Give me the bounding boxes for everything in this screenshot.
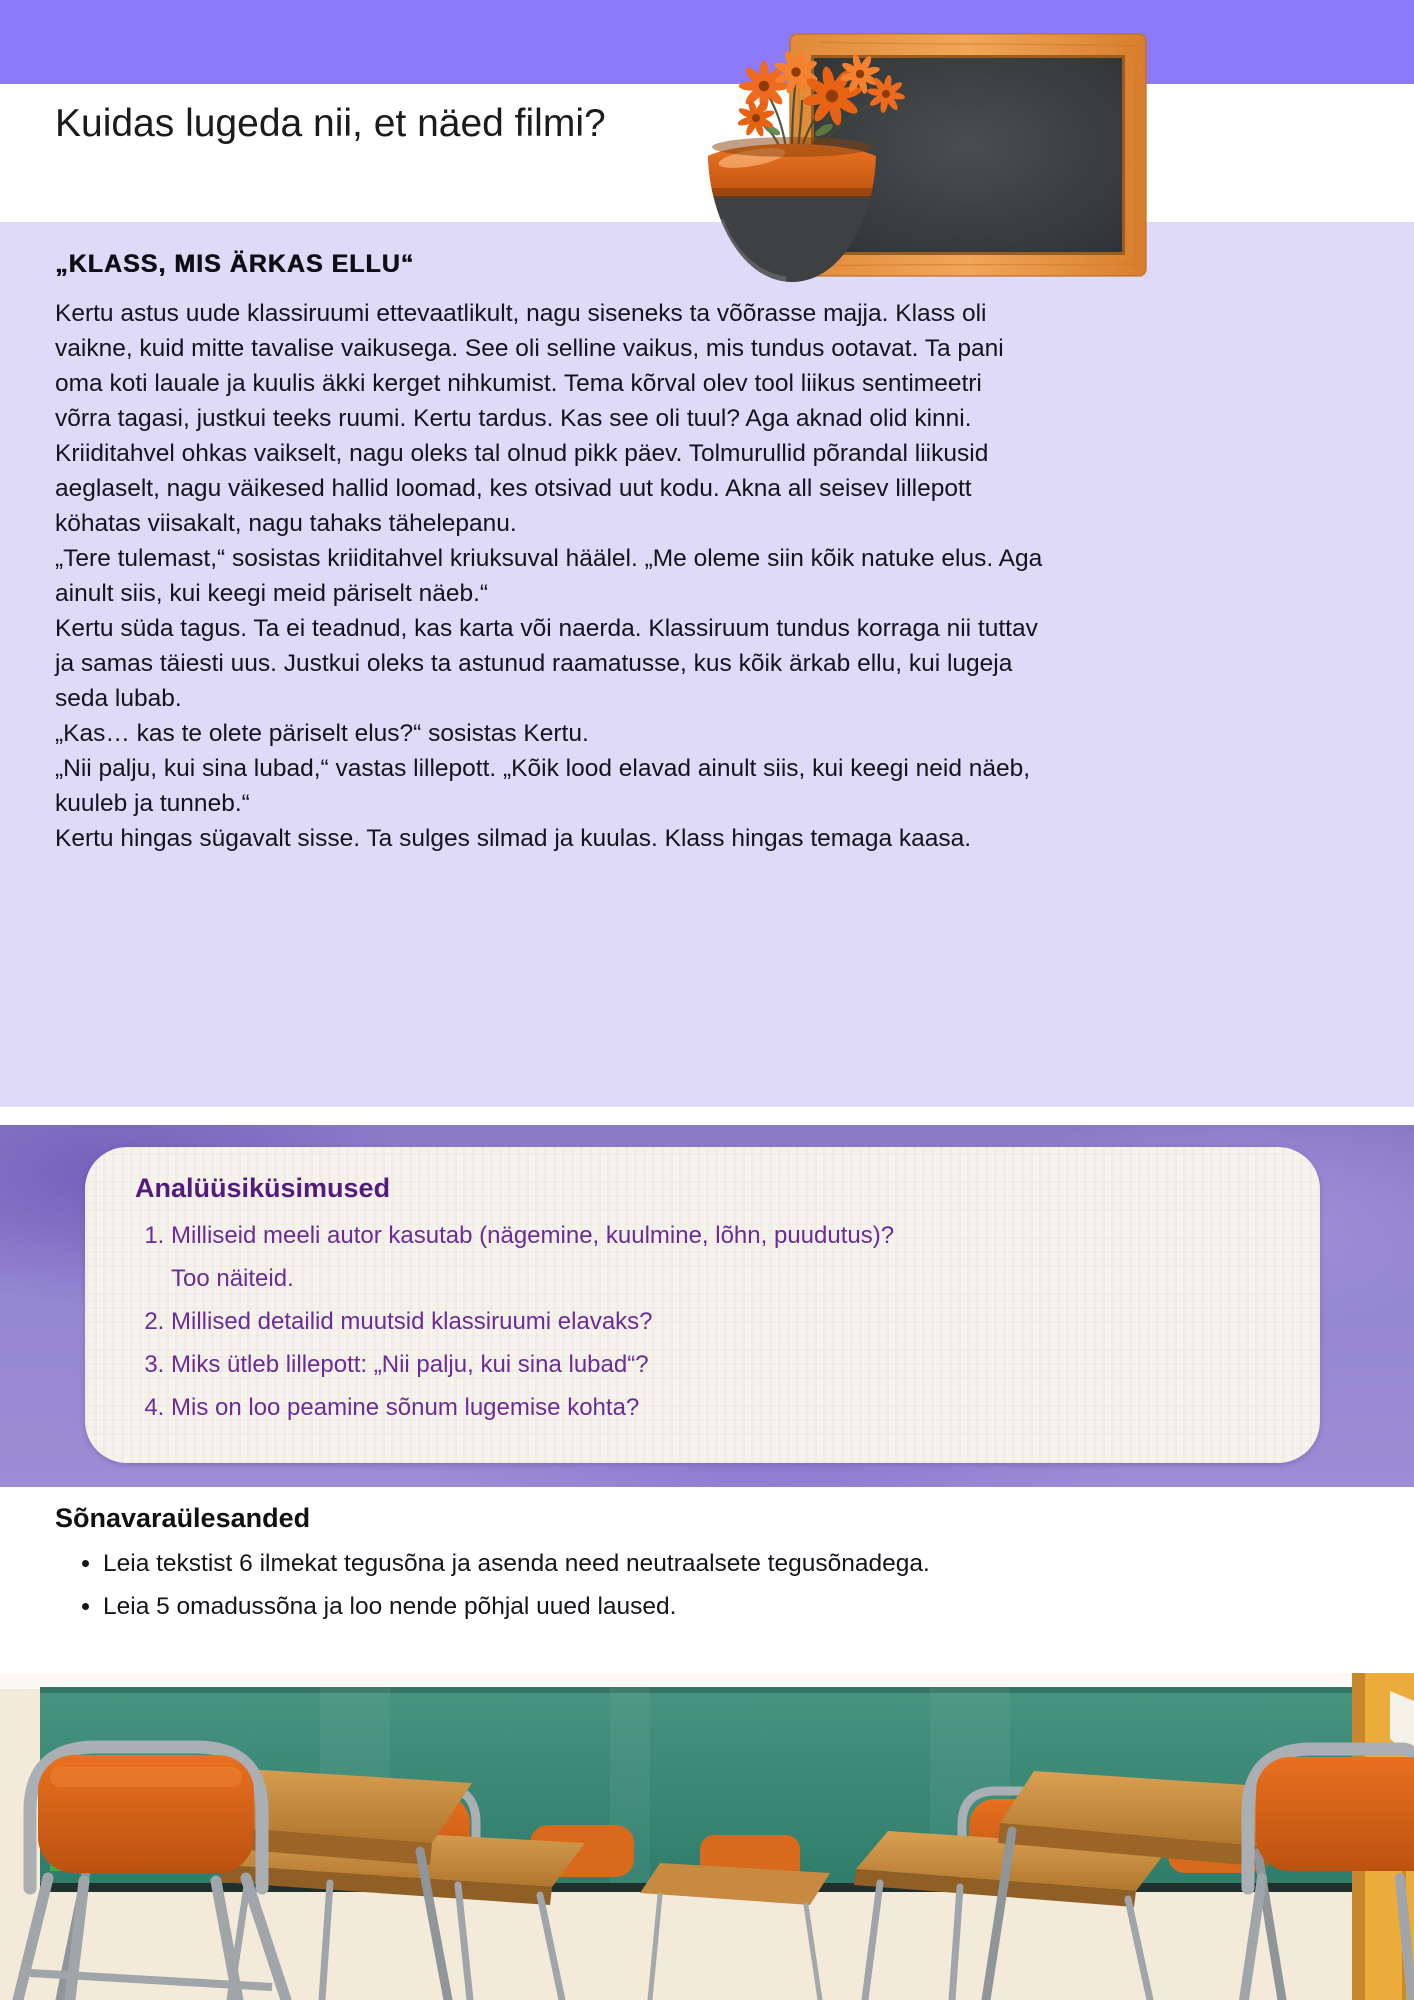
analysis-section [0, 1125, 1414, 1487]
vocabulary-section [0, 1487, 1414, 1673]
story-heading: „KLASS, MIS ÄRKAS ELLU“ [55, 250, 415, 278]
story-paragraph: Kertu hingas sügavalt sisse. Ta sulges silmad ja kuulas. Klass hingas temaga kaasa. [55, 825, 972, 852]
vocabulary-task-list [0, 1542, 1414, 1628]
story-section [0, 222, 1414, 1107]
analysis-question-list [85, 1214, 1320, 1429]
classroom-photo [0, 1673, 1414, 2000]
vocabulary-task: • Leia tekstist 6 ilmekat tegusõna ja asenda need neutraalsete tegusõnadega. [103, 1542, 1374, 1585]
story-paragraph: „Nii palju, kui sina lubad,“ vastas lillepott. „Kõik lood elavad ainult siis, kui keegi neid näeb, kuuleb ja tunneb.“ [55, 755, 1031, 817]
analysis-question: 3. Miks ütleb lillepott: „Nii palju, kui sina lubad“? [171, 1343, 1280, 1386]
analysis-question: 2. Millised detailid muutsid klassiruumi elavaks? [171, 1300, 1280, 1343]
story-paragraph: Kertu astus uude klassiruumi ettevaatlikult, nagu siseneks ta võõrasse majja. Klass oli vaikne, kuid mitte tavalise vaikusega. See oli selline vaikus, mis tundus ootavat. Ta pani oma koti lauale ja kuulis äkki kerget nihkumist. Tema kõrval olev tool liikus sentimeetri võrra tagasi, justkui teeks ruumi. Kertu tardus. Kas see oli tuul? Aga aknad olid kinni. [55, 300, 1004, 432]
analysis-card [85, 1147, 1320, 1463]
story-paragraph: Kriiditahvel ohkas vaikselt, nagu oleks tal olnud pikk päev. Tolmurullid põrandal liikusid aeglaselt, nagu väikesed hallid loomad, kes otsivad uut kodu. Akna all seisev lillepott köhatas viisakalt, nagu tahaks tähelepanu. [55, 440, 989, 537]
story-paragraph: Kertu süda tagus. Ta ei teadnud, kas karta või naerda. Klassiruum tundus korraga nii tuttav ja samas täiesti uus. Justkui oleks ta astunud raamatusse, kus kõik ärkab ellu, kui lugeja seda lubab. [55, 615, 1038, 712]
analysis-question: 1. Milliseid meeli autor kasutab (nägemine, kuulmine, lõhn, puudutus)? Too näiteid. [171, 1214, 1280, 1300]
vocabulary-task: • Leia 5 omadussõna ja loo nende põhjal uued laused. [103, 1585, 1374, 1628]
analysis-heading: Analüüsiküsimused [135, 1173, 391, 1203]
header [0, 84, 1414, 222]
story-paragraph: „Tere tulemast,“ sosistas kriiditahvel kriuksuval häälel. „Me oleme siin kõik natuke elus. Aga ainult siis, kui keegi meid päriselt näeb.“ [55, 545, 1043, 607]
chalkboard-flowerpot-illustration [690, 30, 1160, 290]
story-paragraph: „Kas… kas te olete päriselt elus?“ sosistas Kertu. [55, 720, 589, 747]
page-title: Kuidas lugeda nii, et näed filmi? [55, 102, 606, 145]
vocabulary-heading: Sõnavaraülesanded [55, 1503, 311, 1533]
analysis-question: 4. Mis on loo peamine sõnum lugemise kohta? [171, 1386, 1280, 1429]
story-text [55, 296, 1043, 856]
